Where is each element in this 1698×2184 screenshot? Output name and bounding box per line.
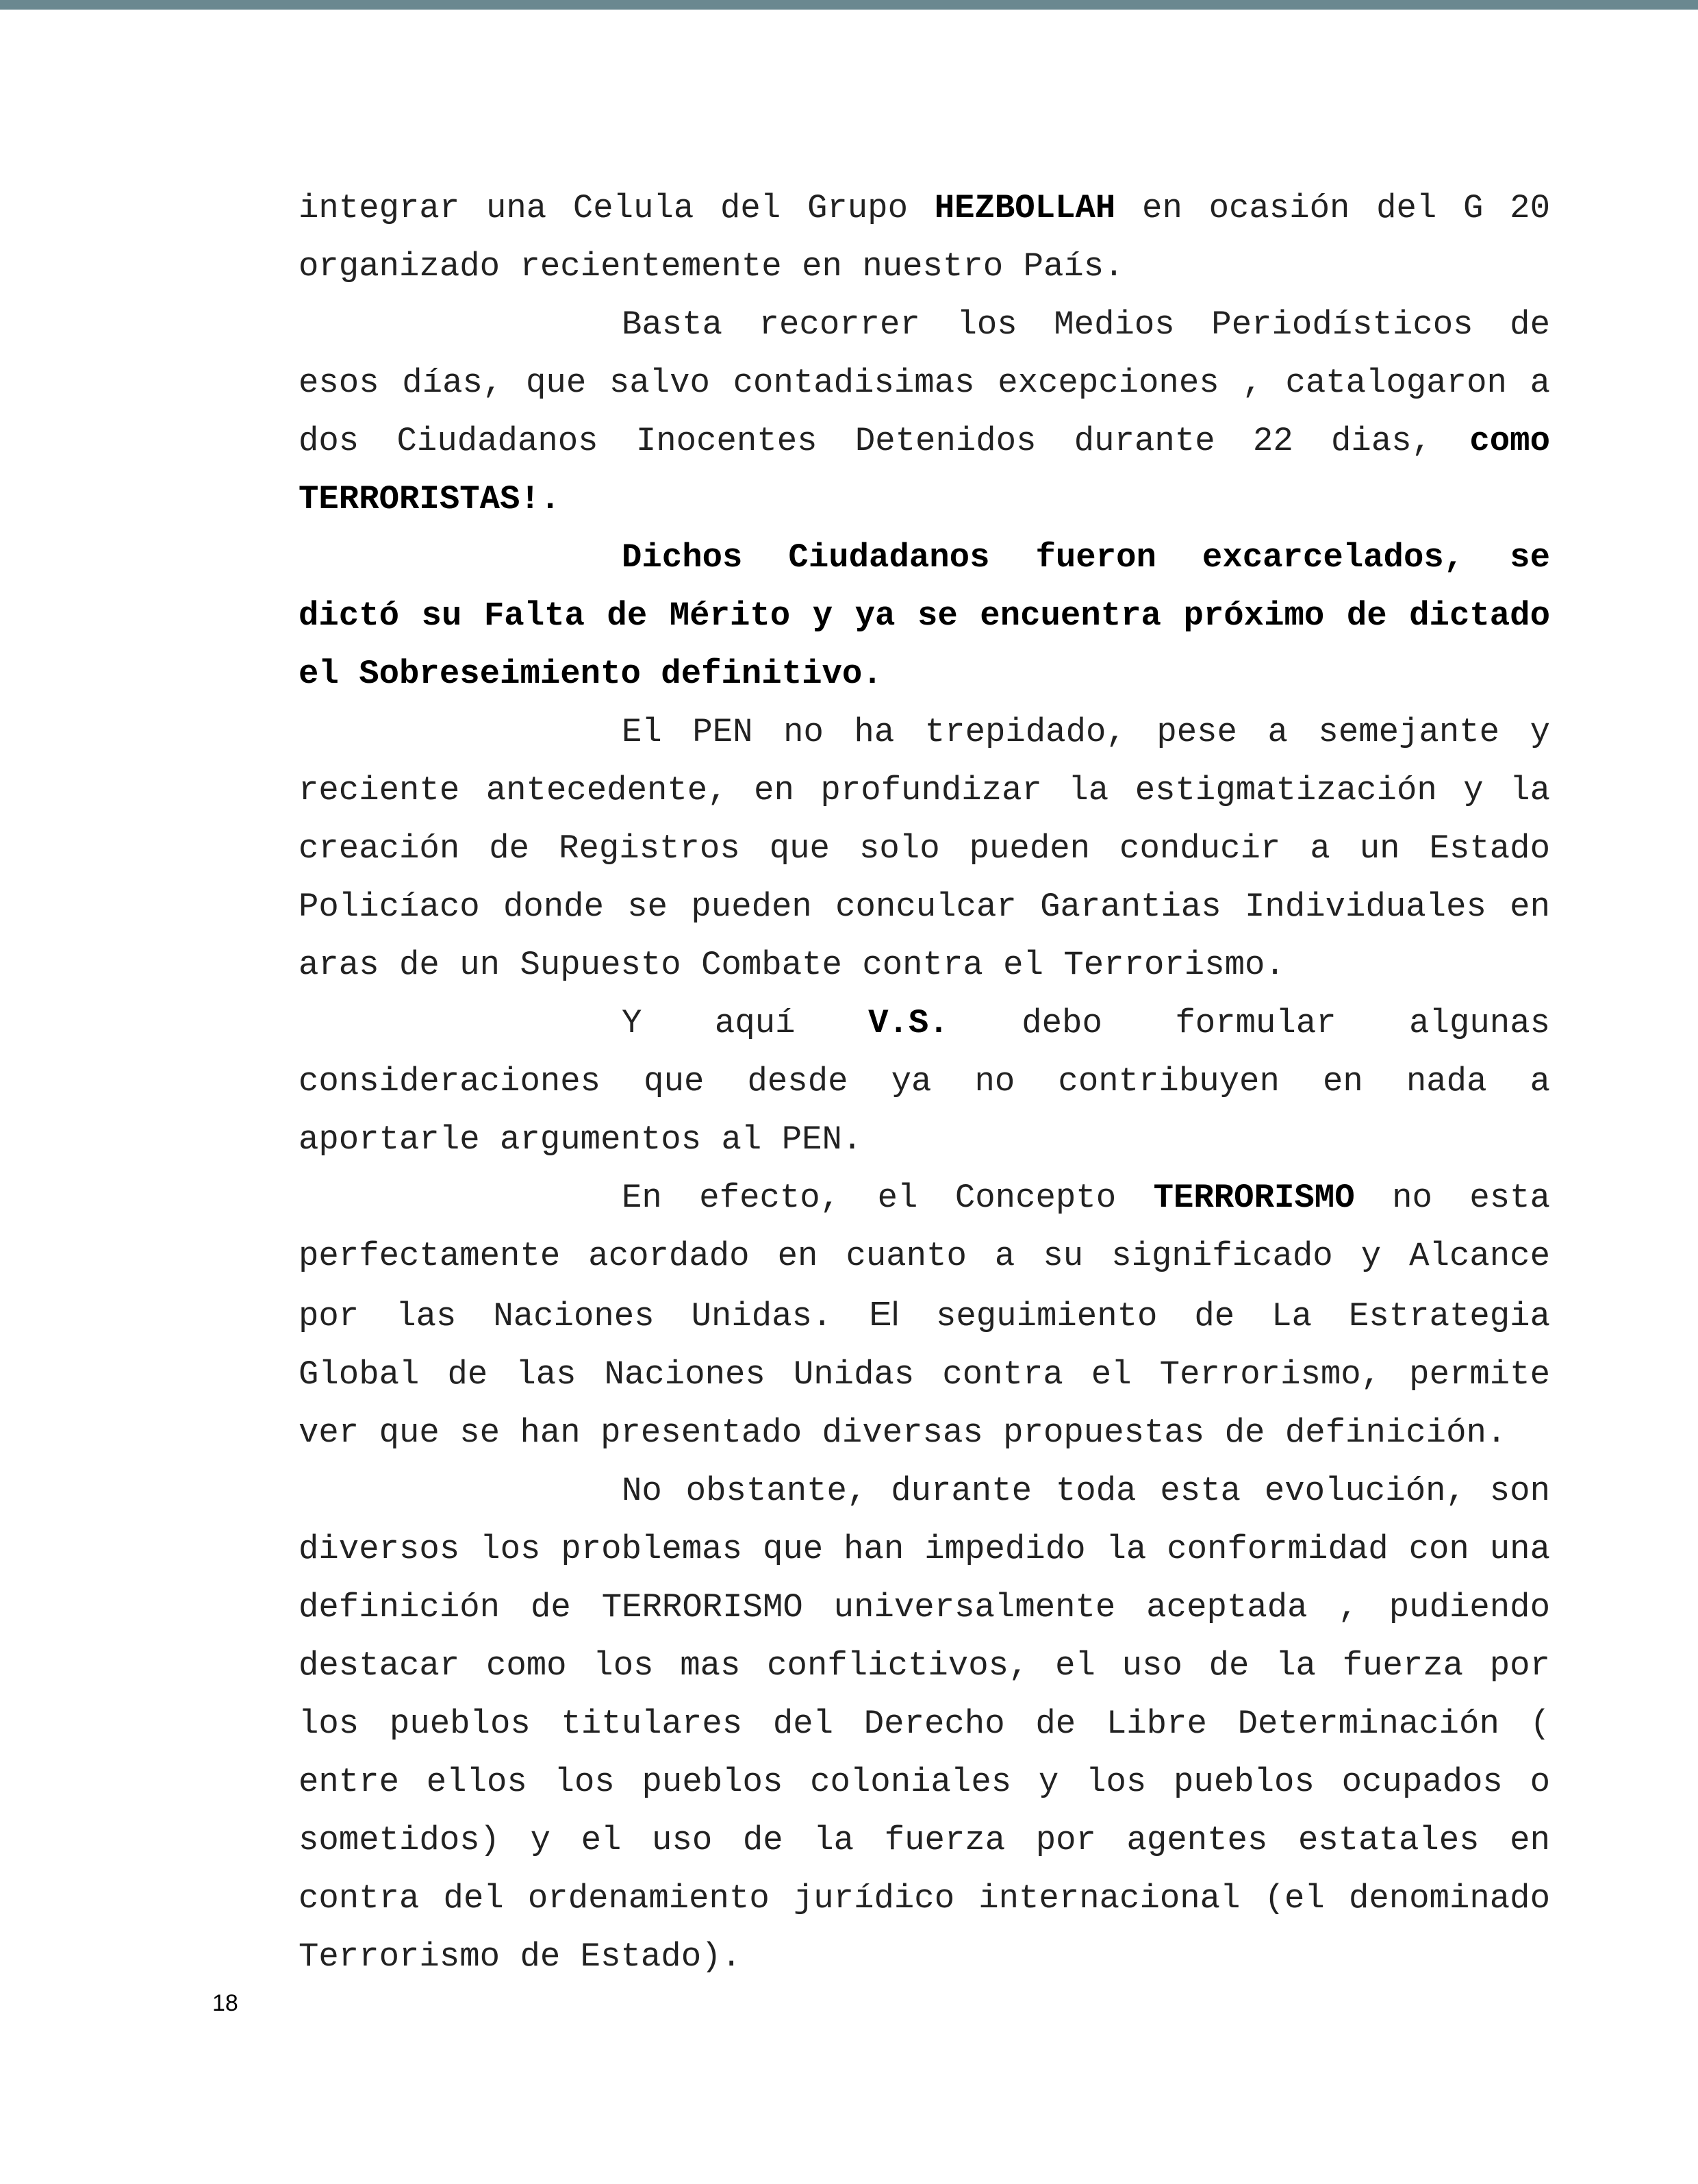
- page-number: 18: [212, 1990, 238, 2016]
- paragraph-text: Y aquí: [622, 1004, 869, 1042]
- document-body: [299, 179, 1550, 1986]
- sans-word-el: El: [869, 1296, 899, 1333]
- bold-term-vs: V.S.: [868, 1004, 949, 1042]
- paragraph-text: integrar una Celula del Grupo: [299, 189, 935, 227]
- bold-phrase-terroristas: como TERRORISTAS!.: [299, 422, 1550, 518]
- bold-term-terrorismo: TERRORISMO: [1153, 1179, 1355, 1217]
- paragraph-1: [299, 179, 1550, 296]
- paragraph-text: en ocasión del G 20 organizado recientemente en nuestro País.: [299, 189, 1550, 286]
- bold-paragraph-text: Dichos Ciudadanos fueron excarcelados, se dictó su Falta de Mérito y ya se encuentra próximo de dictado el Sobreseimiento definitivo.: [299, 538, 1550, 693]
- paragraph-7: [299, 1462, 1550, 1986]
- top-color-bar: [0, 0, 1698, 10]
- paragraph-text: Basta recorrer los Medios Periodísticos de esos días, que salvo contadisimas excepciones , catalogaron a dos Ciudadanos Inocentes Detenidos durante 22 dias,: [299, 305, 1550, 460]
- paragraph-text: No obstante, durante toda esta evolución, son diversos los problemas que han impedido la conformidad con una definición de TERRORISMO universalmente aceptada , pudiendo destacar como los mas conflictivos, el uso de la fuerza por los pueblos titulares del Derecho de Libre Determinación ( entre ellos los pueblos coloniales y los pueblos ocupados o sometidos) y el uso de la fuerza por agentes estatales en contra del ordenamiento jurídico internacional (el denominado Terrorismo de Estado).: [299, 1472, 1550, 1976]
- paragraph-2: [299, 296, 1550, 529]
- paragraph-text: seguimiento de La Estrategia Global de las Naciones Unidas contra el Terrorismo, permite ver que se han presentado diversas propuestas de definición.: [299, 1297, 1550, 1452]
- paragraph-5: [299, 994, 1550, 1169]
- paragraph-4: [299, 703, 1550, 994]
- paragraph-6: [299, 1169, 1550, 1462]
- bold-term-hezbollah: HEZBOLLAH: [934, 189, 1116, 227]
- paragraph-text: no esta perfectamente acordado en cuanto a su significado y Alcance por las Naciones Unidas.: [299, 1179, 1550, 1335]
- paragraph-text: debo formular algunas consideraciones que desde ya no contribuyen en nada a aportarle argumentos al PEN.: [299, 1004, 1550, 1159]
- paragraph-3: [299, 529, 1550, 703]
- paragraph-text: En efecto, el Concepto: [622, 1179, 1154, 1217]
- paragraph-text: El PEN no ha trepidado, pese a semejante y reciente antecedente, en profundizar la estigmatización y la creación de Registros que solo pueden conducir a un Estado Policíaco donde se pueden conculcar Garantias Individuales en aras de un Supuesto Combate contra el Terrorismo.: [299, 713, 1550, 984]
